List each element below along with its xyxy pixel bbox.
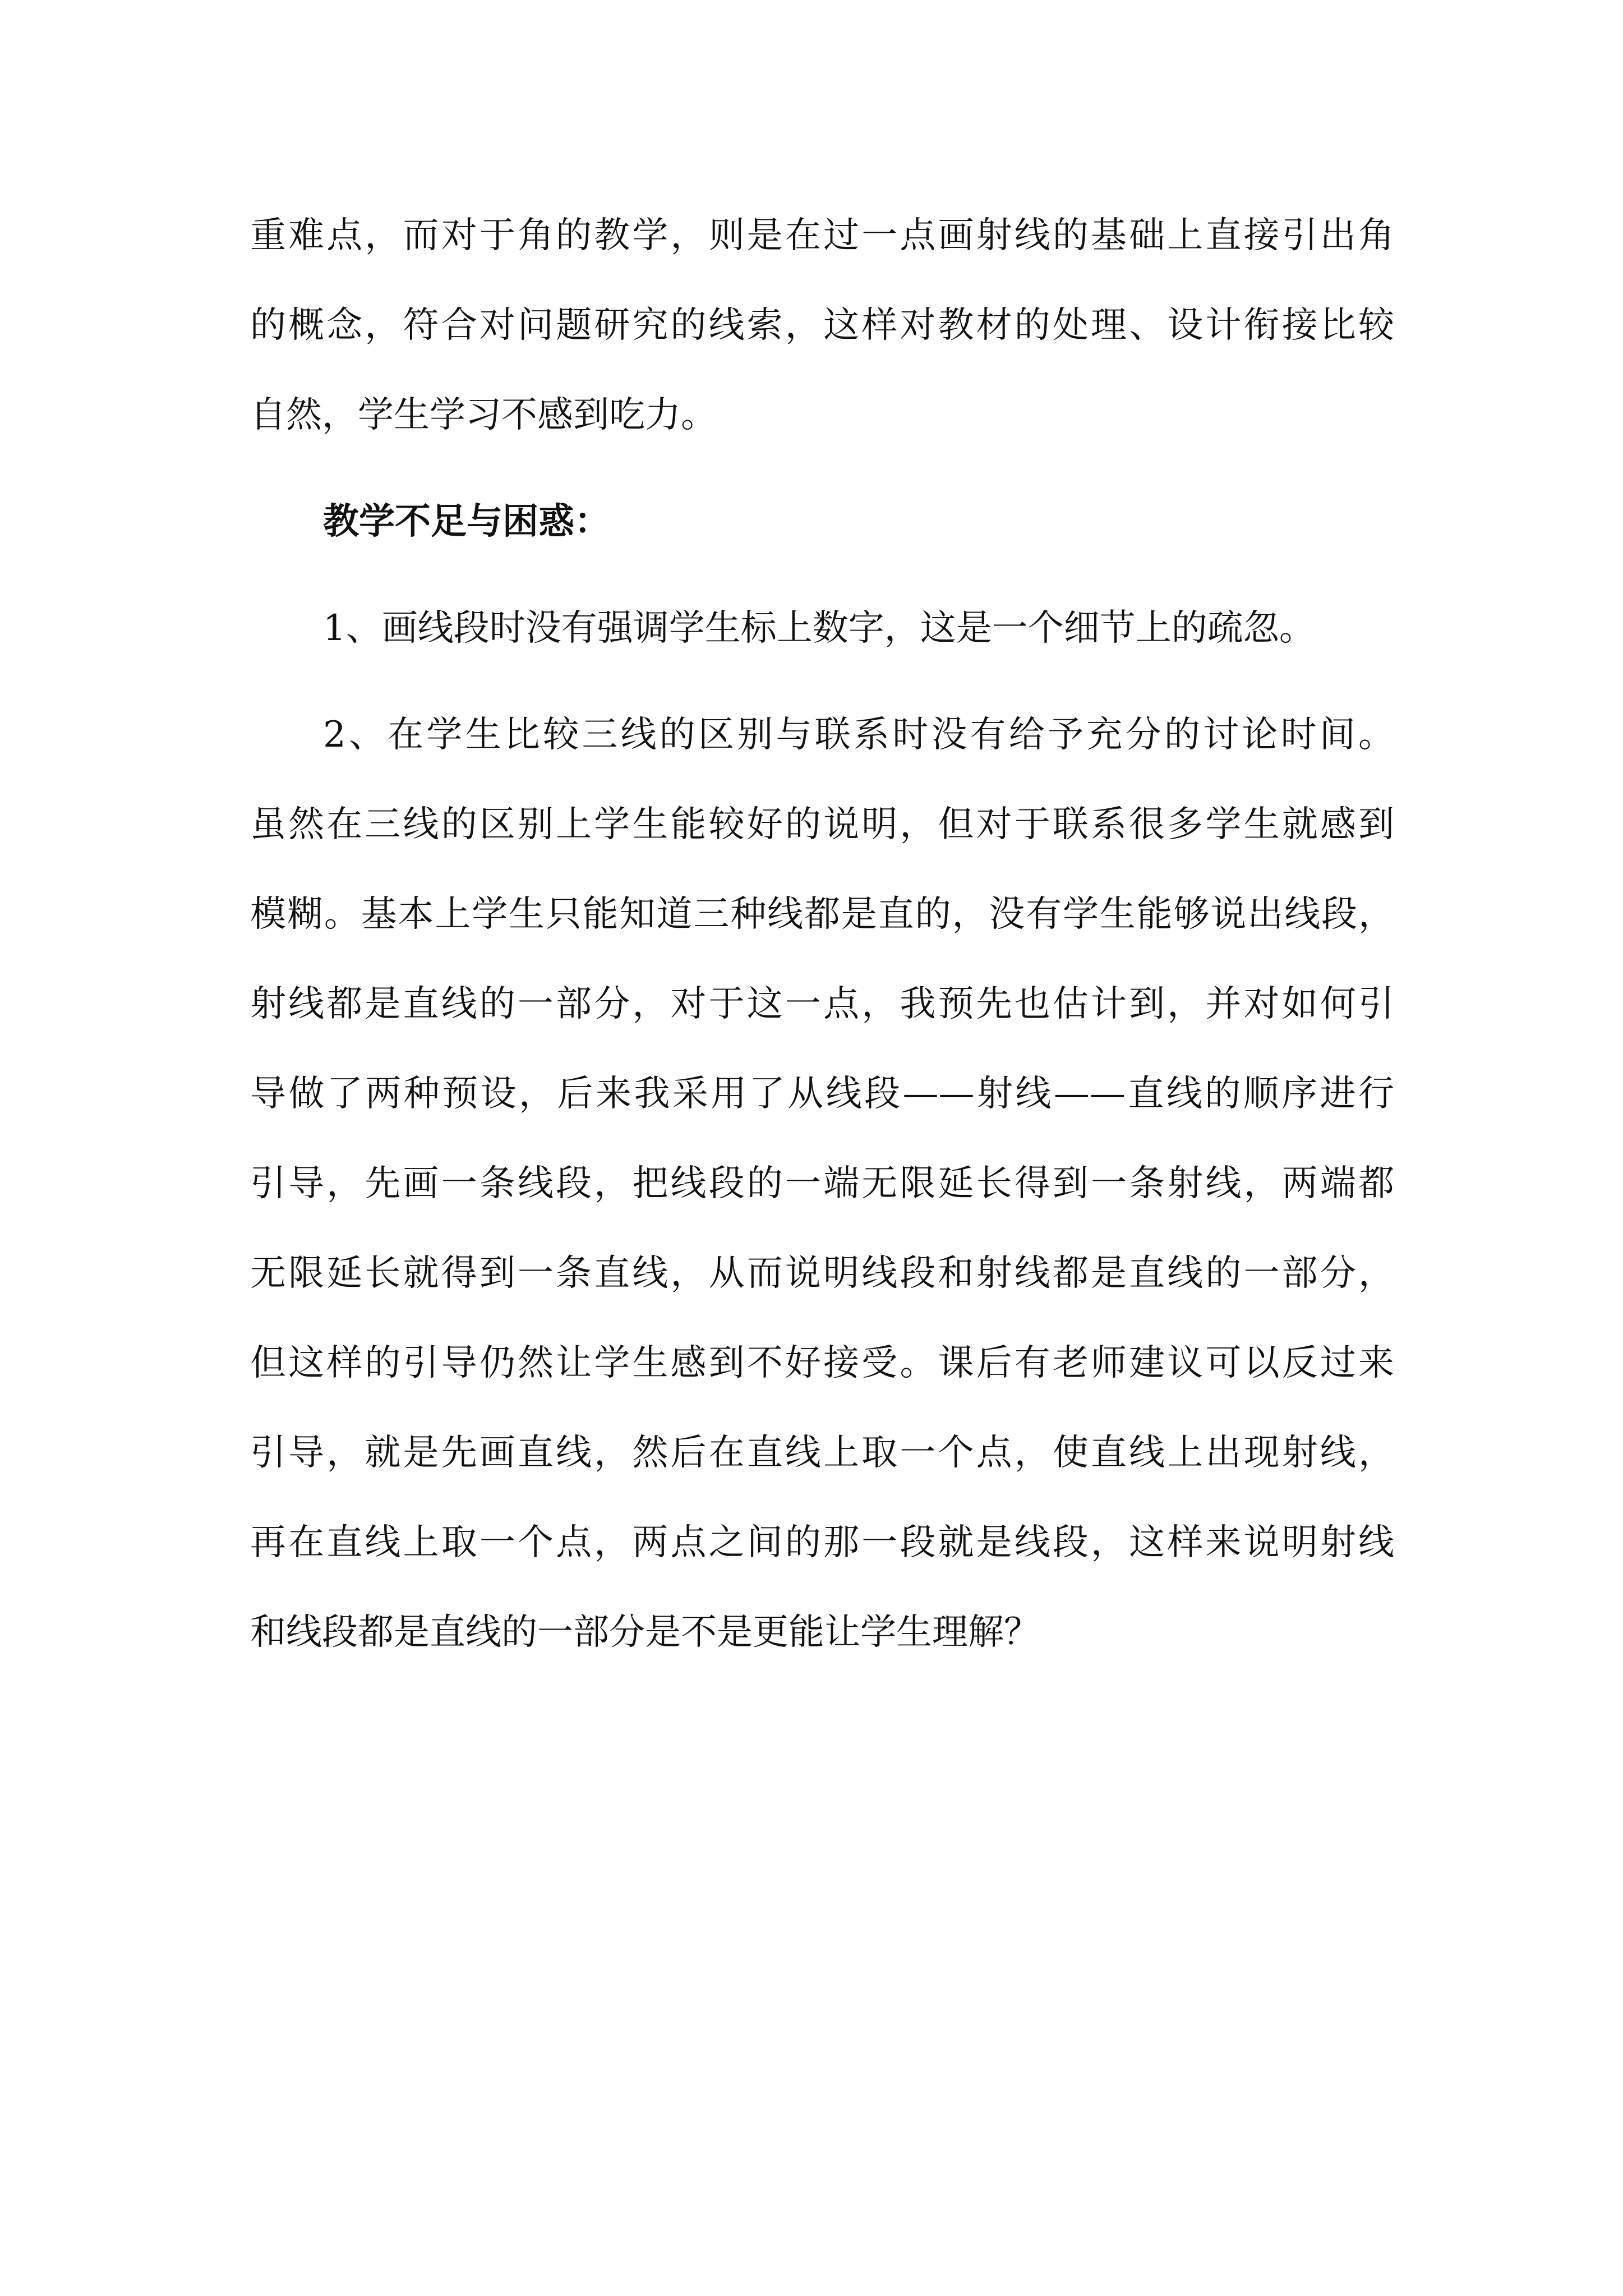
paragraph-line: 模糊。基本上学生只能知道三种线都是直的，没有学生能够说出线段， [250, 894, 1394, 935]
list-item-line: 2、在学生比较三线的区别与联系时没有给予充分的讨论时间。 [323, 714, 1394, 756]
paragraph-line: 引导，先画一条线段，把线段的一端无限延长得到一条射线，两端都 [250, 1163, 1394, 1204]
paragraph-line: 虽然在三线的区别上学生能较好的说明，但对于联系很多学生就感到 [250, 804, 1394, 845]
paragraph-line: 导做了两种预设，后来我采用了从线段——射线——直线的顺序进行 [250, 1073, 1394, 1115]
paragraph-line: 无限延长就得到一条直线，从而说明线段和射线都是直线的一部分， [250, 1253, 1394, 1294]
paragraph-line: 的概念，符合对问题研究的线索，这样对教材的处理、设计衔接比较 [250, 305, 1394, 346]
paragraph-line: 重难点，而对于角的教学，则是在过一点画射线的基础上直接引出角 [250, 215, 1394, 256]
paragraph-line: 自然，学生学习不感到吃力。 [250, 394, 717, 436]
section-heading: 教学不足与困惑： [323, 501, 610, 542]
list-item-line: 1、画线段时没有强调学生标上数字，这是一个细节上的疏忽。 [323, 608, 1315, 649]
paragraph-line: 引导，就是先画直线，然后在直线上取一个点，使直线上出现射线， [250, 1432, 1394, 1474]
paragraph-line: 但这样的引导仍然让学生感到不好接受。课后有老师建议可以反过来 [250, 1342, 1394, 1384]
paragraph-line: 和线段都是直线的一部分是不是更能让学生理解？ [250, 1612, 1040, 1653]
paragraph-line: 射线都是直线的一部分，对于这一点，我预先也估计到，并对如何引 [250, 983, 1394, 1025]
paragraph-line: 再在直线上取一个点，两点之间的那一段就是线段，这样来说明射线 [250, 1522, 1394, 1563]
